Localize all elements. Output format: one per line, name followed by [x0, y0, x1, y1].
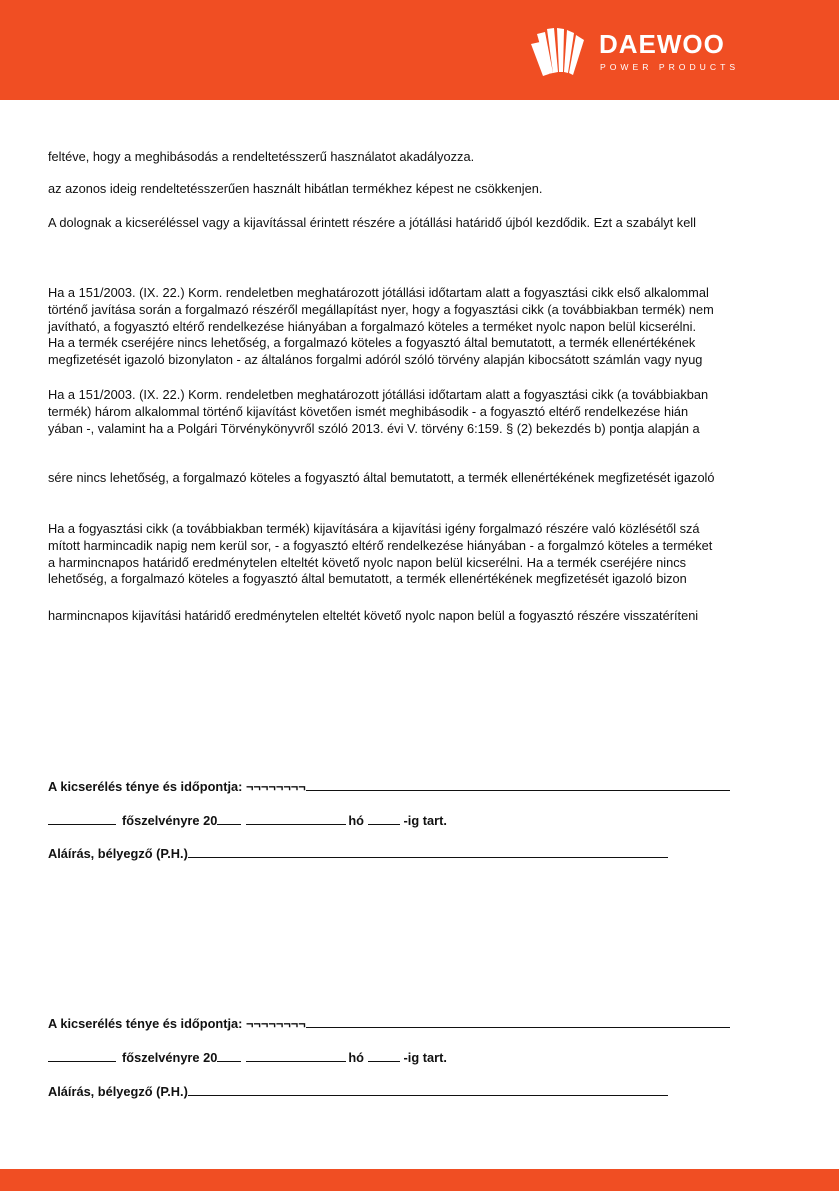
paragraph-line: javítható, a fogyasztó eltérő rendelkezése hiányában a forgalmazó köteles a terméket nyolc napon belül kicserélni. [48, 318, 697, 334]
signature-field[interactable] [188, 1083, 668, 1096]
until-label: -ig tart. [403, 1050, 447, 1065]
voucher-label: főszelvényre 20 [122, 813, 218, 828]
year-field[interactable] [217, 1049, 241, 1062]
brand-tagline: POWER PRODUCTS [600, 62, 740, 72]
paragraph-line: a harmincnapos határidő eredménytelen elteltét követő nyolc napon belül kicserélni. Ha a termék cseréjére nincs [48, 554, 687, 570]
body-line-1: feltéve, hogy a meghibásodás a rendeltetésszerű használatot akadályozza. [48, 149, 475, 164]
body-line-5: harmincnapos kijavítási határidő eredménytelen elteltét követő nyolc napon belül a fogyasztó részére visszatéríteni [48, 608, 699, 623]
exchange-row [48, 1015, 730, 1032]
signature-row [48, 1083, 668, 1100]
month-field[interactable] [246, 812, 346, 825]
voucher-label: főszelvényre 20 [122, 1050, 218, 1065]
voucher-field[interactable] [48, 1049, 116, 1062]
paragraph-line: mított harmincadik napig nem kerül sor, - a fogyasztó eltérő rendelkezése hiányában - a forgalmzó köteles a terméket [48, 537, 713, 553]
day-field[interactable] [368, 1049, 400, 1062]
month-label: hó [348, 1050, 364, 1065]
paragraph-line: Ha a termék cseréjére nincs lehetőség, a forgalmazó köteles a fogyasztó által bemutatott, a termék ellenértékének [48, 335, 696, 351]
paragraph-line: termék) három alkalommal történő kijavítást követően ismét meghibásodik - a fogyasztó eltérő rendelkezése hián [48, 403, 689, 419]
paragraph-line: lehetőség, a forgalmazó köteles a fogyasztó által bemutatott, a termék ellenértékének megfizetését igazoló bizon [48, 571, 687, 587]
footer-band [0, 1169, 839, 1191]
signature-label: Aláírás, bélyegző (P.H.) [48, 1084, 188, 1099]
year-field[interactable] [217, 812, 241, 825]
day-field[interactable] [368, 812, 400, 825]
paragraph-line: Ha a 151/2003. (IX. 22.) Korm. rendeletben meghatározott jótállási időtartam alatt a fogyasztási cikk első alkalommal [48, 285, 709, 300]
signature-field[interactable] [188, 845, 668, 858]
body-line-3: A dolognak a kicseréléssel vagy a kijavítással érintett részére a jótállási határidő újból kezdődik. Ezt a szabályt kell [48, 215, 696, 230]
exchange-date-field[interactable] [306, 1015, 730, 1028]
paragraph-thirty-days [48, 521, 793, 588]
body-line-4: sére nincs lehetőség, a forgalmazó köteles a fogyasztó által bemutatott, a termék ellenértékének megfizetését igazoló [48, 470, 715, 485]
voucher-field[interactable] [48, 812, 116, 825]
daewoo-fan-icon [528, 28, 588, 80]
exchange-label: A kicserélés ténye és időpontja: ¬¬¬¬¬¬¬¬ [48, 779, 306, 794]
exchange-date-field[interactable] [306, 778, 730, 791]
paragraph-line: Ha a fogyasztási cikk (a továbbiakban termék) kijavítására a kijavítási igény forgalmazó részére való közlésétől szá [48, 521, 700, 536]
header-band [0, 0, 839, 100]
month-field[interactable] [246, 1049, 346, 1062]
signature-label: Aláírás, bélyegző (P.H.) [48, 846, 188, 861]
paragraph-line: yában -, valamint ha a Polgári Törvénykönyvről szóló 2013. évi V. törvény 6:159. § (2) bekezdés b) pontja alapján a [48, 420, 700, 436]
paragraph-line: Ha a 151/2003. (IX. 22.) Korm. rendeletben meghatározott jótállási időtartam alatt a fogyasztási cikk (a továbbiakban [48, 387, 709, 402]
signature-row [48, 845, 668, 862]
paragraph-first-repair [48, 285, 793, 369]
paragraph-line: történő javítása során a forgalmazó részéről megállapítást nyer, hogy a fogyasztási cikk (a továbbiakban termék) nem [48, 301, 714, 317]
voucher-row [48, 812, 447, 829]
until-label: -ig tart. [403, 813, 447, 828]
exchange-row [48, 778, 730, 795]
voucher-row [48, 1049, 447, 1066]
daewoo-logo [528, 28, 758, 80]
brand-name: DAEWOO [599, 29, 725, 59]
paragraph-line: megfizetését igazoló bizonylaton - az általános forgalmi adóról szóló törvény alapján kibocsátott számlán vagy nyug [48, 352, 703, 368]
body-line-2: az azonos ideig rendeltetésszerűen használt hibátlan termékhez képest ne csökkenjen. [48, 181, 543, 196]
paragraph-third-repair [48, 387, 793, 437]
exchange-label: A kicserélés ténye és időpontja: ¬¬¬¬¬¬¬¬ [48, 1016, 306, 1031]
month-label: hó [348, 813, 364, 828]
